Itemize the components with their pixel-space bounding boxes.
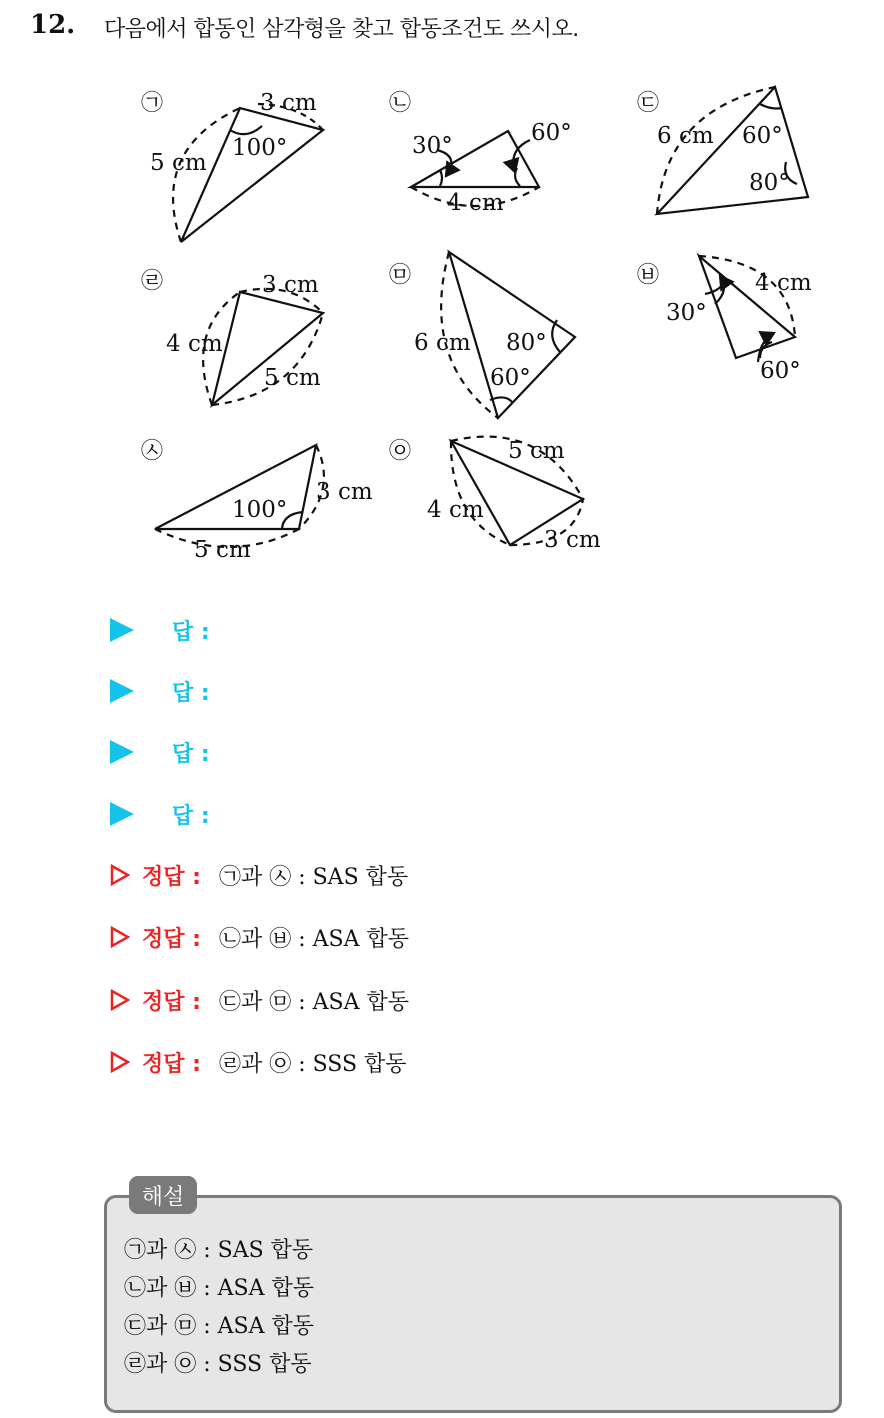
outline-triangle-icon — [110, 1051, 130, 1073]
correct-answer-row — [110, 855, 408, 895]
r-side3: 5 cm — [264, 365, 321, 391]
label-o: ㉧ — [389, 439, 412, 464]
answer-label: 답 : — [172, 619, 210, 645]
label-s: ㉦ — [141, 439, 164, 464]
correct-label: 정답 : — [142, 926, 201, 952]
explanation-line: ㉠과 ㉦ : SAS 합동 — [124, 1238, 314, 1263]
question-number: 12. — [30, 10, 76, 40]
o-side1: 5 cm — [508, 438, 565, 464]
d-side: 6 cm — [657, 123, 714, 149]
outline-triangle-icon — [110, 989, 130, 1011]
b-side: 4 cm — [755, 270, 812, 296]
play-arrow-icon — [110, 740, 134, 764]
answer-row — [110, 794, 210, 834]
n-side: 4 cm — [447, 190, 504, 216]
outline-triangle-icon — [110, 926, 130, 948]
answer-label: 답 : — [172, 803, 210, 829]
o-side2: 4 cm — [427, 497, 484, 523]
answer-label: 답 : — [172, 680, 210, 706]
explanation-line: ㉢과 ㉤ : ASA 합동 — [124, 1314, 314, 1339]
r-side1: 3 cm — [262, 272, 319, 298]
explanation-box — [104, 1195, 842, 1413]
correct-answer-row — [110, 1042, 407, 1082]
correct-answer-text: ㉡과 ㉥ : ASA 합동 — [218, 926, 409, 952]
answer-row — [110, 671, 210, 711]
label-m: ㉤ — [389, 263, 412, 288]
g-side1: 3 cm — [260, 90, 317, 116]
triangles-figure — [0, 0, 884, 600]
o-side3: 3 cm — [544, 527, 601, 553]
b-angle2: 60° — [760, 358, 801, 384]
label-g: ㉠ — [141, 91, 164, 116]
correct-label: 정답 : — [142, 989, 201, 1015]
correct-label: 정답 : — [142, 864, 201, 890]
label-b: ㉥ — [637, 263, 660, 288]
play-arrow-icon — [110, 802, 134, 826]
label-n: ㉡ — [389, 91, 412, 116]
d-angle1: 60° — [742, 123, 783, 149]
correct-answer-row — [110, 917, 409, 957]
answer-row — [110, 610, 210, 650]
explanation-line: ㉡과 ㉥ : ASA 합동 — [124, 1276, 314, 1301]
correct-answer-text: ㉢과 ㉤ : ASA 합동 — [218, 989, 409, 1015]
play-arrow-icon — [110, 679, 134, 703]
correct-answer-row — [110, 980, 409, 1020]
s-side1: 3 cm — [316, 479, 373, 505]
b-angle1: 30° — [666, 300, 707, 326]
play-arrow-icon — [110, 618, 134, 642]
correct-answer-text: ㉣과 ㉧ : SSS 합동 — [218, 1051, 407, 1077]
m-angle2: 60° — [490, 365, 531, 391]
explanation-tag: 해설 — [129, 1176, 197, 1214]
m-side: 6 cm — [414, 330, 471, 356]
label-r: ㉣ — [141, 269, 164, 294]
answer-row — [110, 732, 210, 772]
answer-label: 답 : — [172, 741, 210, 767]
m-angle1: 80° — [506, 330, 547, 356]
n-angle2: 60° — [531, 120, 572, 146]
s-side2: 5 cm — [194, 537, 251, 563]
n-angle1: 30° — [412, 133, 453, 159]
explanation-line: ㉣과 ㉧ : SSS 합동 — [124, 1352, 312, 1377]
question-text: 다음에서 합동인 삼각형을 찾고 합동조건도 쓰시오. — [104, 17, 579, 42]
correct-label: 정답 : — [142, 1051, 201, 1077]
g-side2: 5 cm — [150, 150, 207, 176]
label-d: ㉢ — [637, 91, 660, 116]
outline-triangle-icon — [110, 864, 130, 886]
d-angle2: 80° — [749, 170, 790, 196]
g-angle: 100° — [232, 135, 288, 161]
correct-answer-text: ㉠과 ㉦ : SAS 합동 — [218, 864, 409, 890]
s-angle: 100° — [232, 497, 288, 523]
r-side2: 4 cm — [166, 331, 223, 357]
